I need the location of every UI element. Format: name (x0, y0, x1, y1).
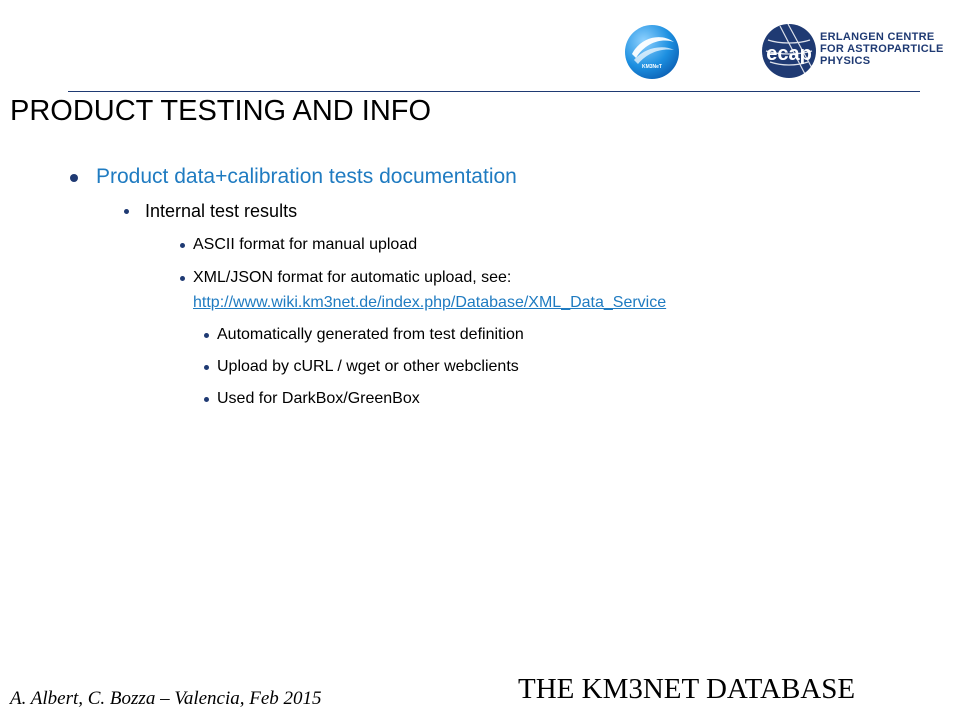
bullet-dot (124, 209, 129, 214)
header-rule (68, 91, 920, 92)
ecap-institute-name (820, 31, 944, 67)
ecap-name-line: ERLANGEN CENTRE (820, 31, 935, 43)
bullet-dot (204, 397, 209, 402)
ecap-name-line: FOR ASTROPARTICLE (820, 43, 944, 55)
bullet-l3-xml (193, 269, 511, 287)
bullet-text: Used for DarkBox/GreenBox (217, 390, 420, 407)
wiki-link[interactable]: http://www.wiki.km3net.de/index.php/Database/XML_Data_Service (193, 294, 667, 311)
km3net-logo (624, 24, 680, 80)
ecap-name-line: PHYSICS (820, 55, 871, 67)
bullet-dot (204, 365, 209, 370)
bullet-dot (70, 174, 78, 182)
bullet-text: Automatically generated from test definition (217, 326, 524, 343)
bullet-l4-upload (217, 358, 519, 376)
footer-presentation-title: THE KM3NET DATABASE (518, 673, 856, 705)
bullet-dot (180, 243, 185, 248)
slide-title: PRODUCT TESTING AND INFO (10, 95, 432, 127)
km3net-logo-text: KM3NeT (641, 64, 663, 70)
bullet-l1 (96, 165, 517, 189)
bullet-l4-used (217, 390, 420, 408)
ecap-logo (760, 22, 818, 80)
bullet-text: Internal test results (145, 201, 298, 221)
bullet-l4-auto (217, 326, 524, 344)
bullet-l2 (145, 201, 297, 222)
bullet-dot (180, 276, 185, 281)
bullet-text: ASCII format for manual upload (193, 236, 418, 253)
ecap-logo-text: ecap (766, 43, 812, 65)
footer-authors: A. Albert, C. Bozza – Valencia, Feb 2015 (10, 688, 322, 709)
bullet-text: XML/JSON format for automatic upload, see: (193, 269, 512, 286)
bullet-l3-ascii (193, 236, 417, 254)
bullet-dot (204, 333, 209, 338)
bullet-text: Product data+calibration tests documentation (96, 165, 517, 188)
bullet-text: Upload by cURL / wget or other webclients (217, 358, 519, 375)
